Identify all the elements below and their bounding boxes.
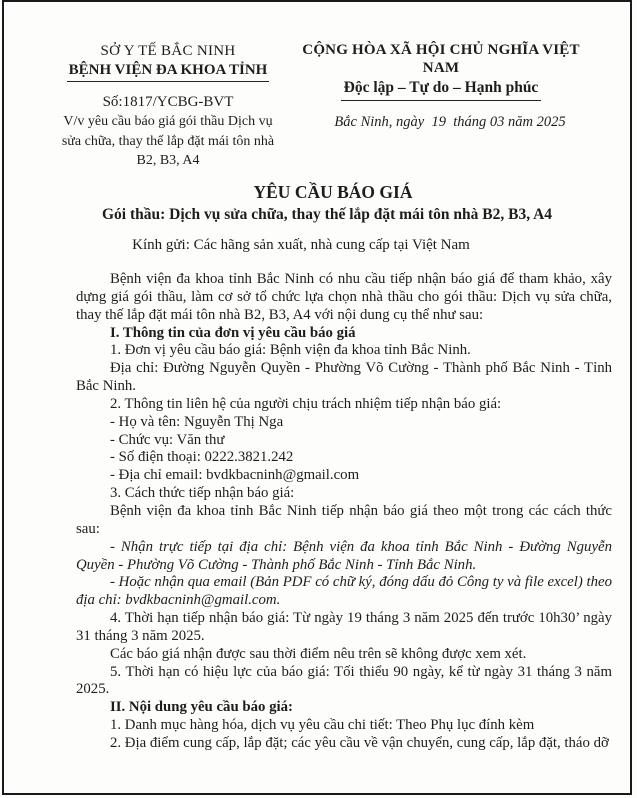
paragraph-contact-phone: - Số điện thoại: 0222.3821.242 — [110, 449, 294, 466]
national-motto — [290, 79, 592, 101]
document-subtitle: Gói thầu: Dịch vụ sửa chữa, thay thế lắp đặt mái tôn nhà B2, B3, A4 — [101, 206, 553, 223]
title-block — [76, 182, 612, 225]
parent-org-name: SỞ Y TẾ BẮC NINH — [100, 43, 236, 59]
paragraph-late-note: Các báo giá nhận được sau thời điểm nêu trên sẽ không được xem xét. — [110, 645, 527, 662]
org-name-text: BỆNH VIỆN ĐA KHOA TỈNH — [67, 61, 270, 82]
paragraph-validity: 5. Thời hạn có hiệu lực của báo giá: Tối thiểu 90 ngày, kể từ ngày 31 tháng 3 năm 2025. — [76, 663, 612, 698]
section-heading-2: II. Nội dung yêu cầu báo giá: — [110, 699, 293, 716]
place-date-line: Bắc Ninh, ngày 19 tháng 03 năm 2025 — [334, 114, 566, 130]
national-motto-text: Độc lập – Tự do – Hạnh phúc — [341, 79, 542, 101]
paragraph-unit: 1. Đơn vị yêu cầu báo giá: Bệnh viện đa khoa tỉnh Bắc Ninh. — [110, 342, 471, 359]
paragraph-location: 2. Địa điểm cung cấp, lắp đặt; các yêu cầu về vận chuyển, cung cấp, lắp đặt, tháo dỡ — [110, 734, 609, 751]
paragraph-method-heading: 3. Cách thức tiếp nhận báo giá: — [110, 485, 295, 502]
salutation-line: Kính gửi: Các hãng sản xuất, nhà cung cấp tại Việt Nam — [132, 237, 470, 253]
paragraph-method-direct: - Nhận trực tiếp tại địa chỉ: Bệnh viện đa khoa tỉnh Bắc Ninh - Đường Nguyễn Quyền - Phường Võ Cường - Thành phố Bắc Ninh - Tỉnh Bắc Ninh. — [76, 538, 612, 573]
paragraph-deadline: 4. Thời hạn tiếp nhận báo giá: Từ ngày 19 tháng 3 năm 2025 đến trước 10h30’ ngày 31 tháng 3 năm 2025. — [76, 610, 612, 644]
document-title: YÊU CẦU BÁO GIÁ — [253, 182, 413, 202]
document-subject: V/v yêu cầu báo giá gói thầu Dịch vụ sửa chữa, thay thế lắp đặt mái tôn nhà B2, B3, A4 — [61, 114, 275, 168]
paragraph-contact-name: - Họ và tên: Nguyễn Thị Nga — [110, 413, 284, 430]
document-number: Số:1817/YCBG-BVT — [102, 94, 234, 110]
paragraph-method-intro: Bệnh viện đa khoa tỉnh Bắc Ninh tiếp nhận báo giá theo một trong các cách thức sau: — [76, 502, 612, 537]
paragraph-method-email: - Hoặc nhận qua email (Bản PDF có chữ ký, đóng dấu đỏ Công ty và file excel) theo địa chỉ: bvdkbacninh@gmail.com. — [76, 574, 612, 609]
issuing-org-block — [58, 42, 278, 171]
paragraph-contact-email: - Địa chỉ email: bvdkbacninh@gmail.com — [110, 467, 360, 484]
paragraph-item-list: 1. Danh mục hàng hóa, dịch vụ yêu cầu chi tiết: Theo Phụ lục đính kèm — [110, 717, 535, 734]
national-header-block — [290, 41, 592, 131]
document-body — [76, 271, 612, 753]
paragraph-contact-position: - Chức vụ: Văn thư — [110, 431, 225, 448]
paragraph-intro: Bệnh viện đa khoa tỉnh Bắc Ninh có nhu cầu tiếp nhận báo giá để tham khảo, xây dựng giá gói thầu, làm cơ sở tổ chức lựa chọn nhà thầu cho gói thầu: Dịch vụ sửa chữa, thay thế lắp đặt mái tôn nhà B2, B3, A4 với nội dung cụ thể như sau: — [76, 271, 612, 323]
paragraph-contact-heading: 2. Thông tin liên hệ của người chịu trách nhiệm tiếp nhận báo giá: — [110, 395, 502, 412]
paragraph-address: Địa chỉ: Đường Nguyễn Quyền - Phường Võ Cường - Thành phố Bắc Ninh - Tỉnh Bắc Ninh. — [76, 360, 612, 395]
section-heading-1: I. Thông tin của đơn vị yêu cầu báo giá — [110, 324, 356, 341]
org-name — [58, 61, 278, 82]
national-title: CỘNG HÒA XÃ HỘI CHỦ NGHĨA VIỆT NAM — [302, 42, 580, 76]
